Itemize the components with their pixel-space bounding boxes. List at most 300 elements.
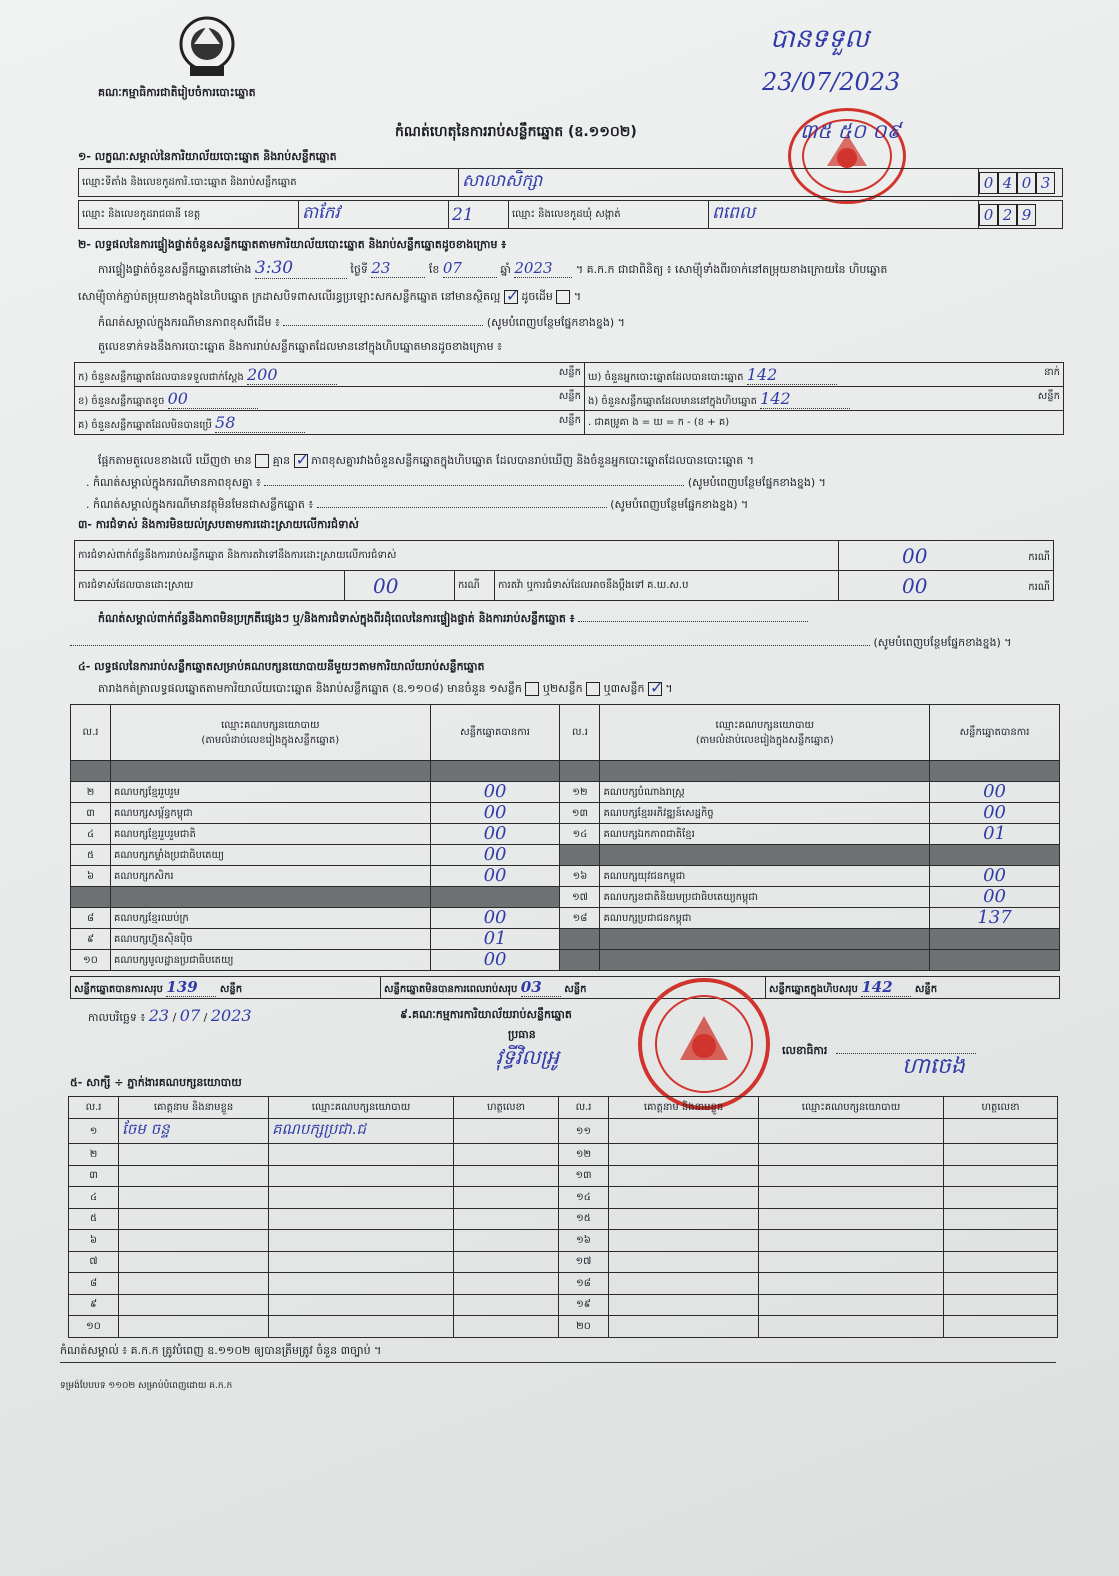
- chair-signature: វុទ្ធីវិលអ្រូ: [496, 1045, 560, 1069]
- chair-label: ប្រធាន: [508, 1028, 536, 1041]
- result-row: [71, 887, 1060, 908]
- seal-line-text: សោម៉្យុំចាក់ភ្ជាប់តម្រុយខាងក្នុងនៃហិបឆ្នោត ក្រដាសបិទពាសលើរន្ធប្រឡោះសកសន្លឹកឆ្នោត នៅមានស្ថិតល្អ: [78, 290, 501, 303]
- witness-name[interactable]: [119, 1230, 269, 1252]
- intact-label: ដូចដើម: [521, 290, 553, 303]
- irregularity-hint: (សូមបំពេញបន្ថែមផ្នែកខាងខ្នង) ។: [873, 636, 1012, 649]
- witness-row: [69, 1251, 1058, 1273]
- spoiled-value: 00: [168, 389, 258, 409]
- province-label: ឈ្មោះ និងលេខកូដរាជធានី ខេត្ត: [79, 201, 299, 229]
- sangkat-value: ពពេល: [712, 203, 756, 223]
- objection-count: 00: [902, 543, 928, 568]
- row-number: ៨: [71, 908, 111, 929]
- total-invalid: 03: [521, 978, 561, 997]
- province-code: 21: [452, 204, 474, 225]
- unit: ករណី: [1028, 551, 1050, 563]
- witness-row: [69, 1119, 1058, 1144]
- unused-value: 58: [215, 413, 305, 433]
- shaded-cell: [560, 761, 600, 782]
- party-name: គណបក្សខជាតិនិយមប្រជាធិបតេយ្យកម្ពុជា: [600, 887, 930, 908]
- changed-checkbox[interactable]: [556, 290, 570, 304]
- received-value: 200: [247, 365, 337, 385]
- witness-empty-cell[interactable]: [944, 1187, 1058, 1209]
- witness-name[interactable]: [119, 1208, 269, 1230]
- witness-col-sign: ហត្ថលេខា: [944, 1097, 1058, 1119]
- footer-divider: [60, 1362, 1056, 1363]
- code-digit: 9: [1017, 204, 1036, 226]
- witness-empty-cell[interactable]: [609, 1316, 759, 1338]
- witness-no: ១៣: [559, 1165, 609, 1187]
- no-discrepancy-checkbox[interactable]: [294, 454, 308, 468]
- objection-label: ការជំទាស់ពាក់ព័ន្ធនឹងការរាប់សន្លឹកឆ្នោត និងការតវ៉ាទៅនឹងការដោះស្រាយលើការជំទាស់: [75, 541, 839, 571]
- sangkat-code: [979, 201, 1063, 229]
- nec-logo: [176, 14, 238, 80]
- witness-empty-cell[interactable]: [609, 1208, 759, 1230]
- witness-empty-cell[interactable]: [609, 1294, 759, 1316]
- witness-no: ១២: [559, 1144, 609, 1166]
- witness-col-no: ល.រ: [69, 1097, 119, 1119]
- witness-empty-cell[interactable]: [944, 1316, 1058, 1338]
- note1-hint: (សូមបំពេញបន្ថែមផ្នែកខាងខ្នង) ។: [687, 476, 826, 489]
- witness-party[interactable]: [269, 1165, 454, 1187]
- witness-no: ១៦: [559, 1230, 609, 1252]
- irregularity-note: [98, 612, 808, 628]
- party-votes: 137: [930, 908, 1060, 929]
- witness-col-name: គោត្តនាម និងនាមខ្លួន: [609, 1097, 759, 1119]
- result-row: [71, 908, 1060, 929]
- witness-no: ១៨: [559, 1273, 609, 1295]
- station-value: សាលាសិក្សា: [462, 171, 543, 191]
- none-label: គ្មាន: [272, 454, 291, 467]
- total-box: 142: [861, 978, 911, 997]
- posted-text: តារាងកត់ត្រាលទ្ធផលឆ្នោតតាមការិយាល័យបោះឆ្នោត និងរាប់សន្លឹកឆ្នោត (ឧ.១១០៨) មានចំនួន ១សន្លឹក: [98, 682, 522, 695]
- unit: ករណី: [1028, 581, 1050, 593]
- station-label: ឈ្មោះទីតាំង និងលេខកូដការិ.បោះឆ្នោត និងរាប់សន្លឹកឆ្នោត: [79, 169, 459, 197]
- received-label: ក) ចំនួនសន្លឹកឆ្នោតដែលបានទទួលជាក់ស្តែង: [78, 371, 244, 383]
- witness-no: ១៤: [559, 1187, 609, 1209]
- code-digit: 2: [998, 204, 1017, 226]
- appeal-label: ការតវ៉ា ឬការជំទាស់ដែលអាចនឹងប្តឹងទៅ គ.ឃ.ស.ប: [495, 571, 839, 601]
- shaded-cell: [430, 761, 560, 782]
- witness-no: ៥: [69, 1208, 119, 1230]
- day-label: ថ្ងៃទី: [350, 263, 368, 276]
- row-number: ១៣: [560, 803, 600, 824]
- total-valid: 139: [166, 978, 216, 997]
- witness-sign[interactable]: [454, 1208, 559, 1230]
- witness-no: ១១: [559, 1119, 609, 1144]
- witness-sign[interactable]: [454, 1251, 559, 1273]
- shaded-cell: [600, 761, 930, 782]
- total-valid-label: សន្លឹកឆ្នោតបានការសរុប: [74, 984, 163, 995]
- shaded-cell: [600, 950, 930, 971]
- result-row: [71, 950, 1060, 971]
- witness-col-party: ឈ្មោះគណបក្សនយោបាយ: [269, 1097, 454, 1119]
- witness-empty-cell[interactable]: [759, 1273, 944, 1295]
- shaded-cell: [600, 845, 930, 866]
- code-digit: 0: [979, 204, 998, 226]
- witness-empty-cell[interactable]: [609, 1230, 759, 1252]
- shaded-cell: [110, 761, 430, 782]
- witness-party[interactable]: [269, 1230, 454, 1252]
- witness-party[interactable]: [269, 1294, 454, 1316]
- witness-empty-cell[interactable]: [944, 1230, 1058, 1252]
- party-name: គណបក្សមូលដ្ឋានប្រជាធិបតេយ្យ: [110, 950, 430, 971]
- section5-heading: ៥- សាក្សី ÷ ភ្នាក់ងារគណបក្សនយោបាយ: [70, 1076, 242, 1089]
- note2-hint: (សូមបំពេញបន្ថែមផ្នែកខាងខ្នង) ។: [610, 498, 749, 511]
- shaded-cell: [430, 887, 560, 908]
- appeal-count: 00: [902, 573, 928, 598]
- witness-empty-cell[interactable]: [609, 1273, 759, 1295]
- party-votes: 00: [430, 782, 560, 803]
- witness-row: [69, 1294, 1058, 1316]
- col-party: ឈ្មោះគណបក្សនយោបាយ: [221, 719, 320, 731]
- three-sheets-label: ឬ៣សន្លឹក: [603, 682, 645, 695]
- witness-empty-cell[interactable]: [944, 1294, 1058, 1316]
- two-sheets-checkbox[interactable]: [586, 682, 600, 696]
- witness-empty-cell[interactable]: [759, 1251, 944, 1273]
- code-digit: 0: [1017, 172, 1036, 194]
- unit: សន្លឹក: [1037, 390, 1060, 402]
- witness-col-sign: ហត្ថលេខា: [454, 1097, 559, 1119]
- objections-table: [74, 540, 1054, 601]
- party-name: គណបក្សបំណាងរាស្ត្រ: [600, 782, 930, 803]
- witness-row: [69, 1144, 1058, 1166]
- party-name: គណបក្សខ្មែរឈប់ក្រ: [110, 908, 430, 929]
- witness-name[interactable]: ចែម ចន្ទ: [119, 1119, 269, 1144]
- shaded-cell: [930, 950, 1060, 971]
- stamp-handwriting: ៣៥ ៥០ ០៩: [800, 119, 901, 143]
- result-row: [71, 824, 1060, 845]
- shaded-cell: [71, 761, 111, 782]
- note1-label: . កំណត់សម្គាល់ក្នុងករណីមានភាពខុសគ្នា ៖: [86, 476, 261, 489]
- code-digit: 4: [998, 172, 1017, 194]
- witness-name[interactable]: [119, 1187, 269, 1209]
- row-number: ៣: [71, 803, 111, 824]
- witness-empty-cell[interactable]: [759, 1119, 944, 1144]
- note2-label: . កំណត់សម្គាល់ក្នុងករណីមានវត្ថុមិនមែនជាសន្លឹកឆ្នោត ៖: [86, 498, 314, 511]
- witness-sign[interactable]: [454, 1144, 559, 1166]
- posted-line: តារាងកត់ត្រាលទ្ធផលឆ្នោតតាមការិយាល័យបោះឆ្នោត និងរាប់សន្លឹកឆ្នោត (ឧ.១១០៨) មានចំនួន ១សន្លឹក ឬ២សន្លឹក ឬ៣សន្លឹក ✓ ។: [98, 682, 673, 698]
- witness-no: ១៩: [559, 1294, 609, 1316]
- unit: សន្លឹក: [558, 390, 581, 402]
- col-no: ល.រ: [71, 705, 111, 761]
- voters-label: ឃ) ចំនួនអ្នកបោះឆ្នោតដែលបានបោះឆ្នោត: [588, 371, 744, 383]
- unused-label: គ) ចំនួនសន្លឹកឆ្នោតដែលមិនបានប្រើ: [78, 419, 212, 431]
- discrepancy-line: [98, 454, 754, 470]
- unit: ករណី: [455, 571, 495, 601]
- date-year: 2023: [210, 1006, 252, 1025]
- party-votes: 00: [430, 803, 560, 824]
- row-number: ៤: [71, 824, 111, 845]
- witness-sign[interactable]: [454, 1187, 559, 1209]
- totals-table: [70, 976, 1060, 999]
- section3-heading: ៣- ការជំទាស់ និងការមិនយល់ស្របតាមការដោះស្រាយលើការជំទាស់: [78, 518, 359, 531]
- shaded-cell: [560, 845, 600, 866]
- witness-empty-cell[interactable]: [609, 1251, 759, 1273]
- witness-sign[interactable]: [454, 1294, 559, 1316]
- diff-note-hint: (សូមបំពេញបន្ថែមផ្នែកខាងខ្នង) ។: [486, 316, 625, 329]
- witness-no: ៣: [69, 1165, 119, 1187]
- witness-party[interactable]: [269, 1144, 454, 1166]
- seal-check-text: ។ គ.ក.ក ជាជាពិនិត្យ ៖ សោម៉្យុំទាំងពីរចាក់នៅតម្រុយខាងក្រោយនៃ ហិបឆ្នោត: [575, 263, 888, 276]
- diff-note-line: [98, 316, 625, 332]
- shaded-cell: [560, 929, 600, 950]
- shaded-cell: [110, 887, 430, 908]
- date-line: កាលបរិច្ឆេទ ៖ 23 / 07 / 2023: [88, 1006, 252, 1025]
- spoiled-label: ខ) ចំនួនសន្លឹកឆ្នោតខូច: [78, 395, 165, 407]
- irregularity-field[interactable]: [578, 621, 808, 622]
- secretary-label: លេខាធិការ: [782, 1044, 828, 1057]
- col-party: ឈ្មោះគណបក្សនយោបាយ: [715, 719, 814, 731]
- witness-empty-cell[interactable]: [759, 1316, 944, 1338]
- witness-no: ២: [69, 1144, 119, 1166]
- witness-sign[interactable]: [454, 1119, 559, 1144]
- shaded-cell: [930, 761, 1060, 782]
- witness-empty-cell[interactable]: [944, 1208, 1058, 1230]
- witness-empty-cell[interactable]: [944, 1119, 1058, 1144]
- witness-empty-cell[interactable]: [759, 1208, 944, 1230]
- result-row: [71, 803, 1060, 824]
- secretary-signature: ហាចេង: [902, 1054, 965, 1079]
- row-number: ២: [71, 782, 111, 803]
- witness-party[interactable]: [269, 1187, 454, 1209]
- party-votes: 00: [430, 866, 560, 887]
- check-year: 2023: [514, 259, 572, 278]
- witness-row: [69, 1316, 1058, 1338]
- counts-table: [74, 362, 1064, 435]
- witness-row: [69, 1273, 1058, 1295]
- unit: សន្លឹក: [564, 984, 587, 995]
- shaded-cell: [930, 929, 1060, 950]
- witness-no: ១៧: [559, 1251, 609, 1273]
- witness-body: [69, 1119, 1058, 1338]
- party-votes: 00: [430, 824, 560, 845]
- witness-name[interactable]: [119, 1144, 269, 1166]
- row-number: ១៦: [560, 866, 600, 887]
- check-month: 07: [443, 259, 497, 278]
- row-number: ១០: [71, 950, 111, 971]
- irregularity-label: កំណត់សម្គាល់ពាក់ព័ន្ធនឹងភាពមិនប្រក្រតីផ្សេងៗ ឬ/និងការជំទាស់ក្នុងពីរដុំពេលនៃការផ្ទៀងផ្ទាត់ និងការរាប់សន្លឹកឆ្នោត ៖: [98, 612, 575, 625]
- date-day: 23: [148, 1006, 170, 1025]
- witness-no: ៦: [69, 1230, 119, 1252]
- party-name: គណបក្សប្រជាជនកម្ពុជា: [600, 908, 930, 929]
- col-party-sub: (តាមលំដាប់លេខរៀងក្នុងសន្លឹកឆ្នោត): [695, 734, 834, 746]
- col-votes: សន្លឹកឆ្នោតបានការ: [430, 705, 560, 761]
- shaded-cell: [71, 887, 111, 908]
- witness-empty-cell[interactable]: [609, 1119, 759, 1144]
- note1-field[interactable]: [264, 485, 684, 486]
- witness-col-no: ល.រ: [559, 1097, 609, 1119]
- row-number: ១៧: [560, 887, 600, 908]
- discrepancy-text: ភាពខុសគ្នារវាងចំនួនសន្លឹកឆ្នោតក្នុងហិបឆ្នោត ដែលបានរាប់ឃើញ និងចំនួនអ្នកបោះឆ្នោតដែលបានបោះឆ្នោត ។: [311, 454, 754, 467]
- org-name: គណៈកម្មាធិការជាតិរៀបចំការបោះឆ្នោត: [98, 86, 256, 99]
- page-title: កំណត់ហេតុនៃការរាប់សន្លឹកឆ្នោត (ឧ.១១០២): [395, 124, 637, 140]
- note1-line: [86, 476, 826, 492]
- shaded-cell: [560, 950, 600, 971]
- party-votes: 00: [430, 908, 560, 929]
- diff-note-label: កំណត់សម្គាល់ក្នុងករណីមានភាពខុសពីដើម ៖: [98, 316, 280, 329]
- col-party-sub: (តាមលំដាប់លេខរៀងក្នុងសន្លឹកឆ្នោត): [201, 734, 340, 746]
- received-note: បានទទួល: [770, 24, 870, 54]
- voters-value: 142: [747, 365, 837, 385]
- witness-empty-cell[interactable]: [944, 1273, 1058, 1295]
- shaded-cell: [600, 929, 930, 950]
- witness-no: ២០: [559, 1316, 609, 1338]
- time-label: ការផ្ទៀងផ្ទាត់ចំនួនសន្លឹកឆ្នោតនៅម៉ោង: [98, 263, 252, 276]
- total-box-label: សន្លឹកឆ្នោតក្នុងហិបសរុប: [769, 984, 858, 995]
- result-row: [71, 866, 1060, 887]
- date-month: 07: [179, 1006, 201, 1025]
- col-votes: សន្លឹកឆ្នោតបានការ: [930, 705, 1060, 761]
- witness-name[interactable]: [119, 1273, 269, 1295]
- formula-label: . ជាគម្រូគា ង = ឃ = ក - (ខ + គ): [588, 417, 730, 428]
- total-invalid-label: សន្លឹកឆ្នោតមិនបានការពេលរាប់សរុប: [384, 984, 518, 995]
- witness-empty-cell[interactable]: [759, 1230, 944, 1252]
- one-sheet-checkbox[interactable]: [525, 682, 539, 696]
- sangkat-label: ឈ្មោះ និងលេខកូដឃុំ សង្កាត់: [509, 201, 709, 229]
- unit: នាក់: [1044, 366, 1060, 378]
- witness-party[interactable]: [269, 1251, 454, 1273]
- witness-name[interactable]: [119, 1165, 269, 1187]
- witness-col-name: គោត្តនាម និងនាមខ្លួន: [119, 1097, 269, 1119]
- witness-no: ១៥: [559, 1208, 609, 1230]
- code-digit: 3: [1036, 172, 1055, 194]
- two-sheets-label: ឬ២សន្លឹក: [542, 682, 583, 695]
- witness-sign[interactable]: [454, 1230, 559, 1252]
- row-number: ១២: [560, 782, 600, 803]
- witness-no: ៤: [69, 1187, 119, 1209]
- unit: សន្លឹក: [558, 414, 581, 426]
- party-votes: 00: [930, 887, 1060, 908]
- witness-empty-cell[interactable]: [759, 1187, 944, 1209]
- witness-empty-cell[interactable]: [944, 1144, 1058, 1166]
- intact-checkbox[interactable]: [504, 290, 518, 304]
- province-value: តាកែវ: [302, 203, 340, 223]
- received-date: 23/07/2023: [762, 68, 901, 96]
- witness-row: [69, 1187, 1058, 1209]
- witness-row: [69, 1165, 1058, 1187]
- check-time-line: [98, 258, 1058, 279]
- results-table: [70, 704, 1060, 971]
- witness-sign[interactable]: [454, 1165, 559, 1187]
- witness-empty-cell[interactable]: [759, 1165, 944, 1187]
- note2-field[interactable]: [317, 507, 607, 508]
- witness-empty-cell[interactable]: [609, 1165, 759, 1187]
- witness-no: ១: [69, 1119, 119, 1144]
- year-label: ឆ្នាំ: [500, 263, 511, 276]
- figures-intro: តួលេខទាក់ទងនឹងការបោះឆ្នោត និងការរាប់សន្លឹកឆ្នោតដែលមាននៅក្នុងហិបឆ្នោតមានដូចខាងក្រោម ៖: [98, 340, 502, 353]
- witness-party[interactable]: [269, 1273, 454, 1295]
- month-label: ខែ: [428, 263, 440, 276]
- party-name: គណបក្សកសិករ: [110, 866, 430, 887]
- witness-col-party: ឈ្មោះគណបក្សនយោបាយ: [759, 1097, 944, 1119]
- witness-empty-cell[interactable]: [609, 1144, 759, 1166]
- committee-label: ៩.គណៈកម្មការការិយាល័យរាប់សន្លឹកឆ្នោត: [400, 1008, 572, 1021]
- three-sheets-checkbox[interactable]: [648, 682, 662, 696]
- resolved-count: 00: [373, 573, 399, 598]
- result-row: [71, 929, 1060, 950]
- row-number: ១៨: [560, 908, 600, 929]
- witness-empty-cell[interactable]: [609, 1187, 759, 1209]
- footer-note: កំណត់សម្គាល់ ៖ គ.ក.ក ត្រូវបំពេញ ឧ.១១០២ ឲ្យបានត្រឹមត្រូវ ចំនួន ៣ច្បាប់ ។: [60, 1344, 382, 1357]
- code-digit: 0: [979, 172, 998, 194]
- witness-party[interactable]: គណបក្សប្រជា.ជ: [269, 1119, 454, 1144]
- unit: សន្លឹក: [219, 984, 243, 995]
- seal-line: សោម៉្យុំចាក់ភ្ជាប់តម្រុយខាងក្នុងនៃហិបឆ្នោត ក្រដាសបិទពាសលើរន្ធប្រឡោះសកសន្លឹកឆ្នោត នៅមានស្ថិតល្អ ✓ ដូចដើម ។: [78, 290, 581, 306]
- witness-name[interactable]: [119, 1316, 269, 1338]
- row-number: ៥: [71, 845, 111, 866]
- party-votes: 00: [930, 866, 1060, 887]
- witness-sign[interactable]: [454, 1273, 559, 1295]
- in-box-value: 142: [760, 389, 850, 409]
- section2-heading: ២- លទ្ធផលនៃការផ្ទៀងផ្ទាត់ចំនួនសន្លឹកឆ្នោតតាមការិយាល័យបោះឆ្នោត និងរាប់សន្លឹកឆ្នោតដូចខាងក្រោម ៖: [78, 238, 507, 251]
- party-votes: 01: [930, 824, 1060, 845]
- discrepancy-label: ផ្អែកតាមតួលេខខាងលើ ឃើញថា មាន: [98, 454, 252, 467]
- witness-no: ៩: [69, 1294, 119, 1316]
- witness-no: ៨: [69, 1273, 119, 1295]
- resolved-label: ការជំទាស់ដែលបានដោះស្រាយ: [75, 571, 345, 601]
- witness-party[interactable]: [269, 1208, 454, 1230]
- station-table: [78, 168, 1063, 197]
- witness-sign[interactable]: [454, 1316, 559, 1338]
- row-number: ៦: [71, 866, 111, 887]
- shaded-cell: [930, 845, 1060, 866]
- unit: សន្លឹក: [914, 984, 938, 995]
- party-votes: 00: [430, 845, 560, 866]
- form-note: ទម្រង់បែបបទ ១១០២ សម្រាប់បំពេញដោយ គ.ក.ក: [60, 1381, 233, 1391]
- witness-empty-cell[interactable]: [759, 1144, 944, 1166]
- irregularity-field-2[interactable]: [70, 645, 870, 646]
- irregularity-line2: [70, 636, 1012, 652]
- official-stamp-bottom: [636, 976, 772, 1112]
- witness-no: ១០: [69, 1316, 119, 1338]
- result-row: [71, 845, 1060, 866]
- party-name: គណបក្សខ្មែរអភិវឌ្ឍន៍សេដ្ឋកិច្ច: [600, 803, 930, 824]
- witness-empty-cell[interactable]: [759, 1294, 944, 1316]
- province-table: [78, 200, 1063, 229]
- party-name: គណបក្សសម្ព័ន្ធកម្ពុជា: [110, 803, 430, 824]
- witness-empty-cell[interactable]: [944, 1251, 1058, 1273]
- col-no: ល.រ: [560, 705, 600, 761]
- witness-empty-cell[interactable]: [944, 1165, 1058, 1187]
- witness-name[interactable]: [119, 1294, 269, 1316]
- diff-note-field[interactable]: [283, 325, 483, 326]
- party-votes: 00: [930, 782, 1060, 803]
- check-day: 23: [371, 259, 425, 278]
- result-row: [71, 761, 1060, 782]
- party-name: គណបក្សកម្លាំងប្រជាធិបតេយ្យ: [110, 845, 430, 866]
- witness-party[interactable]: [269, 1316, 454, 1338]
- unit: សន្លឹក: [558, 366, 581, 378]
- witness-name[interactable]: [119, 1251, 269, 1273]
- check-time: 3:30: [255, 258, 347, 279]
- party-name: គណបក្សយុវជនកម្ពុជា: [600, 866, 930, 887]
- section1-heading: ១- លក្ខណៈសម្គាល់នៃការិយាល័យបោះឆ្នោត និងរាប់សន្លឹកឆ្នោត: [78, 150, 337, 163]
- result-row: [71, 782, 1060, 803]
- party-name: គណបក្សខ្មែររួបរួម: [110, 782, 430, 803]
- section4-heading: ៤- លទ្ធផលនៃការរាប់សន្លឹកឆ្នោតសម្រាប់គណបក្សនយោបាយនីមួយៗតាមការិយាល័យរាប់សន្លឹកឆ្នោត: [78, 660, 485, 673]
- date-label: កាលបរិច្ឆេទ ៖: [88, 1011, 146, 1024]
- has-discrepancy-checkbox[interactable]: [255, 454, 269, 468]
- party-name: គណបក្សហ៊្វុនស៊ិនប៉ិច: [110, 929, 430, 950]
- witness-row: [69, 1208, 1058, 1230]
- party-name: គណបក្សខ្មែររួបរួមជាតិ: [110, 824, 430, 845]
- results-body: [71, 761, 1060, 971]
- witness-no: ៧: [69, 1251, 119, 1273]
- party-name: គណបក្សឯកភាពជាតិខ្មែរ: [600, 824, 930, 845]
- witness-row: [69, 1230, 1058, 1252]
- note2-line: [86, 498, 748, 514]
- row-number: ១៤: [560, 824, 600, 845]
